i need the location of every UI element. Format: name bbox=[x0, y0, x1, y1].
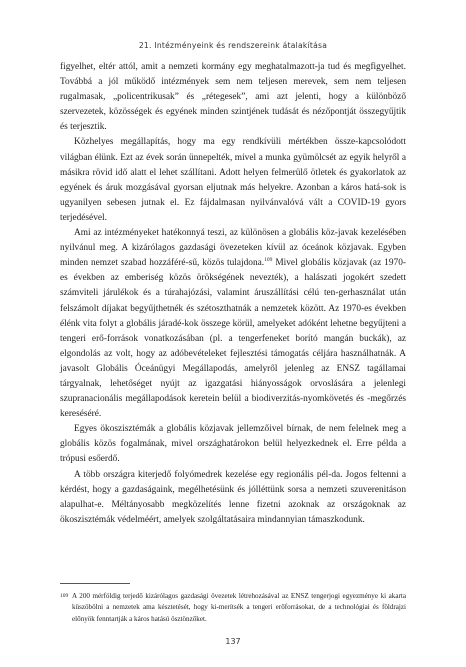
footnote-reference[interactable]: 109 bbox=[264, 257, 273, 264]
running-head: 21. Intézményeink és rendszereink átalakítása bbox=[138, 41, 328, 50]
footnote-text: A 200 mérföldig terjedő kizárólagos gazdasági övezetek létrehozásával az ENSZ tengerjogi egyezménye ki akarta küszöbölni a nemzetek ama késztetését, hogy ki-merítsék a tengeri erőforrásokat, de a technológiai és földrajzi előnyök fenntartják a káros hatású ösztönzőket. bbox=[72, 592, 406, 623]
paragraph: Közhelyes megállapítás, hogy ma egy rendkívüli mértékben össze-kapcsolódott világban élünk. Ezt az évek során ünnepelték, mivel a munka gyümölcsét az egyik helyről a másikra rövid idő alatt el lehet szállítani. Adott helyen felmerülő ötletek és gyakorlatok az egyének és áruk mozgásával gyorsan eljutnak más helyekre. Azonban a káros hatá-sok is ugyanilyen sebesen jutnak el. Ez fájdalmasan nyilvánvalóvá vált a COVID-19 gyors terjedésével. bbox=[60, 137, 406, 223]
paragraph-text: Ami az intézményeket hatékonnyá teszi, az különösen a globális köz-javak kezelésében nyilvánul meg. A kizárólagos gazdasági övezeteken kívül az óceánok közjavak. Egyben minden nemzet szabad hozzáféré-sű, közös tulajdona. bbox=[60, 228, 406, 269]
paragraph bbox=[60, 226, 406, 422]
footnote bbox=[60, 591, 406, 625]
paragraph: figyelhet, eltér attól, amit a nemzeti kormány egy meghatalmazott-ja tud és megfigyelhet. Továbbá a jól működő intézmények sem nem teljesen merevek, sem nem teljesen rugalmasak, „policentrikusak” és „rétegesek”, ami azt jelenti, hogy a különböző szervezetek, közösségek és egyének minden szintjének tudását és nézőpontját összegyűjtik és terjesztik. bbox=[60, 62, 406, 133]
body-text bbox=[60, 60, 406, 528]
page-number: 137 bbox=[225, 637, 241, 646]
paragraph: Egyes ökoszisztémák a globális közjavak jellemzőivel bírnak, de nem felelnek meg a globális közös fogalmának, mivel országhatárokon belül helyezkednek el. Erre példa a trópusi esőerdő. bbox=[60, 424, 406, 465]
footnote-number: 109 bbox=[60, 593, 69, 599]
footnote-separator bbox=[60, 583, 130, 584]
paragraph: A több országra kiterjedő folyómedrek kezelése egy regionális pél-da. Jogos feltenni a kérdést, hogy a gazdaságaink, megélhetésünk és jólléttünk sorsa a nemzeti szuverenitáson alapulhat-e. Méltányosabb megközelítés lenne fizetni azoknak az országoknak az ökoszisztémák védelméért, amelyek szolgáltatásaira mindannyian támaszkodunk. bbox=[60, 469, 406, 525]
paragraph-text: Mivel globális közjavak (az 1970-es években az emberiség közös örökségének nevezték), a halászati jogokért szedett számviteli járulékok és a túrahajózási, valamint áruszállítási célú ten-gerhasználat után felszámolt díjakat begyűjthetnék és szétoszthatnák a nemzetek között. Az 1970-es években élénk vita folyt a globális járadé-kok összege körül, amelyeket adóként lehetne begyűjteni a tengeri erő-források vonatkozásában (pl. a tengerfeneket borító mangán buckák), az elgondolás az volt, hogy az adóbevételeket fejlesztési támogatás céljára használhatnák. A javasolt Globális Óceánügyi Megállapodás, amelyről jelenleg az ENSZ tagállamai tárgyalnak, lehetőséget nyújt az igazgatási hiányosságok orvoslására a jelenlegi szupranacionális megállapodások keretein belül a biodiverzitás-nyomkövetés és -megőrzés kereséséré. bbox=[60, 258, 406, 420]
